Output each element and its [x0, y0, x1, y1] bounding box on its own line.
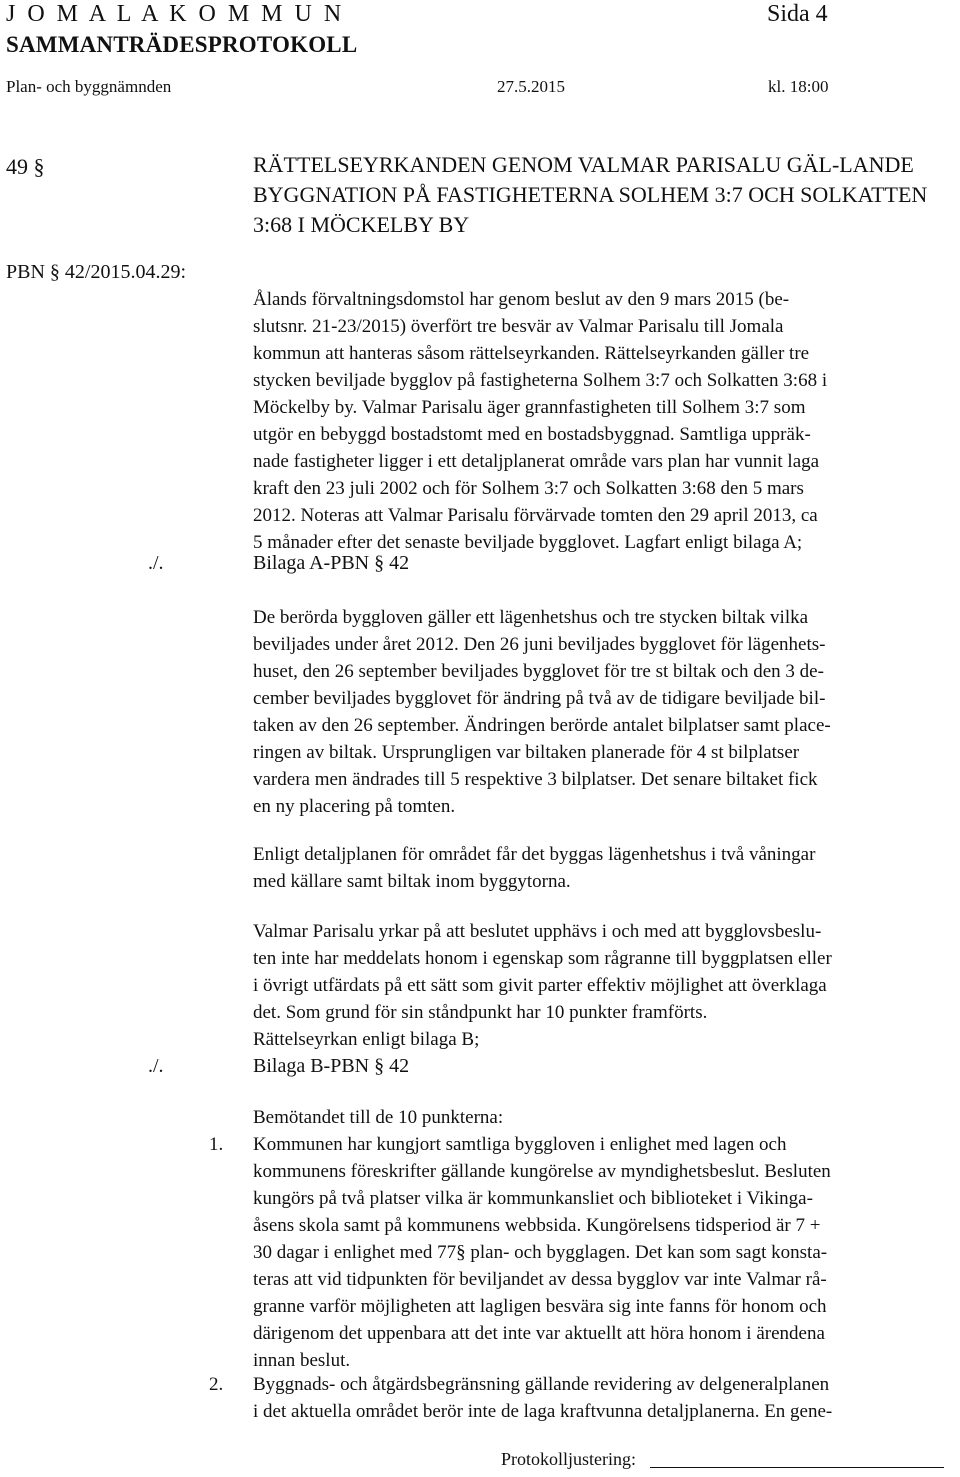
- text-line: Rättelseyrkan enligt bilaga B;: [253, 1029, 480, 1050]
- text-line: kommun att hanteras såsom rättelseyrkanden. Rättelseyrkanden gäller tre: [253, 343, 810, 364]
- committee-name: Plan- och byggnämnden: [6, 77, 172, 96]
- text-line: cember beviljades bygglovet för ändring på två av de tidigare beviljade bil-: [253, 688, 826, 709]
- text-line: i det aktuella området berör inte de laga kraftvunna detaljplanerna. En gene-: [253, 1401, 833, 1422]
- text-line: teras att vid tidpunkten för beviljandet av dessa bygglov var inte Valmar rå-: [253, 1269, 827, 1290]
- text-line: granne varför möjligheten att lagligen besvära sig inte fanns för honom och: [253, 1296, 827, 1317]
- text-line: nade fastigheter ligger i ett detaljplanerat område vars plan har vunnit laga: [253, 451, 820, 472]
- attachment-a-label: Bilaga A-PBN § 42: [253, 552, 410, 574]
- paragraph-5: [253, 1104, 958, 1131]
- meeting-time: kl. 18:00: [768, 77, 829, 96]
- list-number: 1.: [209, 1134, 224, 1155]
- text-line: taken av den 26 september. Ändringen berörde antalet bilplatser samt place-: [253, 715, 831, 736]
- list-item: [253, 1131, 958, 1374]
- text-line: 30 dagar i enlighet med 77§ plan- och bygglagen. Det kan som sagt konsta-: [253, 1242, 828, 1263]
- attachment-b-label: Bilaga B-PBN § 42: [253, 1055, 410, 1077]
- section-number: 49 §: [6, 154, 45, 179]
- text-line: en ny placering på tomten.: [253, 796, 456, 817]
- municipality-name: J O M A L A K O M M U N: [6, 1, 345, 27]
- text-line: 2012. Noteras att Valmar Parisalu förvärvade tomten den 29 april 2013, ca: [253, 505, 818, 526]
- text-line: Bemötandet till de 10 punkterna:: [253, 1107, 504, 1128]
- paragraph-3: [253, 841, 958, 895]
- text-line: Ålands förvaltningsdomstol har genom beslut av den 9 mars 2015 (be-: [253, 289, 790, 310]
- text-line: med källare samt biltak inom byggytorna.: [253, 871, 571, 892]
- signature-line: [650, 1467, 944, 1468]
- text-line: Valmar Parisalu yrkar på att beslutet upphävs i och med att bygglovsbeslu-: [253, 921, 822, 942]
- text-line: kommunens föreskrifter gällande kungörelse av myndighetsbeslut. Besluten: [253, 1161, 831, 1182]
- text-line: kraft den 23 juli 2002 och för Solhem 3:7 och Solkatten 3:68 den 5 mars: [253, 478, 804, 499]
- text-line: beviljades under året 2012. Den 26 juni beviljades bygglovet för lägenhets-: [253, 634, 826, 655]
- text-line: De berörda byggloven gäller ett lägenhetshus och tre stycken biltak vilka: [253, 607, 809, 628]
- text-line: Möckelby by. Valmar Parisalu äger grannfastigheten till Solhem 3:7 som: [253, 397, 806, 418]
- text-line: utgör en bebyggd bostadstomt med en bostadsbyggnad. Samtliga uppräk-: [253, 424, 811, 445]
- text-line: slutsnr. 21-23/2015) överfört tre besvär av Valmar Parisalu till Jomala: [253, 316, 784, 337]
- list-number: 2.: [209, 1374, 224, 1395]
- text-line: i övrigt utfärdats på ett sätt som givit parter effektiv möjlighet att överklaga: [253, 975, 827, 996]
- text-line: ten inte har meddelats honom i egenskap som rågranne till byggplatsen eller: [253, 948, 832, 969]
- text-line: stycken beviljade bygglov på fastigheterna Solhem 3:7 och Solkatten 3:68 i: [253, 370, 828, 391]
- text-line: innan beslut.: [253, 1350, 351, 1371]
- text-line: vardera men ändrades till 5 respektive 3 bilplatser. Det senare biltaket fick: [253, 769, 818, 790]
- text-line: Kommunen har kungjort samtliga byggloven i enlighet med lagen och: [253, 1134, 787, 1155]
- text-line: därigenom det uppenbara att det inte var aktuellt att höra honom i ärendena: [253, 1323, 825, 1344]
- list-item: [253, 1371, 958, 1425]
- page-number: Sida 4: [767, 1, 828, 27]
- text-line: ringen av biltak. Ursprungligen var biltaken planerade för 4 st bilplatser: [253, 742, 800, 763]
- meeting-date: 27.5.2015: [497, 77, 565, 96]
- text-line: det. Som grund för sin ståndpunkt har 10 punkter framförts.: [253, 1002, 708, 1023]
- section-title: RÄTTELSEYRKANDEN GENOM VALMAR PARISALU GÄL-LANDE BYGGNATION PÅ FASTIGHETERNA SOLHEM 3:7 OCH SOLKATTEN 3:68 I MÖCKELBY BY: [253, 152, 928, 237]
- text-line: 5 månader efter det senaste beviljade bygglovet. Lagfart enligt bilaga A;: [253, 532, 803, 553]
- text-line: åsens skola samt på kommunens webbsida. Kungörelsens tidsperiod är 7 +: [253, 1215, 821, 1236]
- text-line: Byggnads- och åtgärdsbegränsning gällande revidering av delgeneralplanen: [253, 1374, 830, 1395]
- section-reference: PBN § 42/2015.04.29:: [6, 261, 187, 283]
- paragraph-4: [253, 918, 958, 1053]
- attachment-b-mark: ./.: [148, 1055, 164, 1077]
- text-line: huset, den 26 september beviljades bygglovet för tre st biltak och den 3 de-: [253, 661, 824, 682]
- protocol-title: SAMMANTRÄDESPROTOKOLL: [6, 32, 358, 57]
- protocol-adjustment-label: Protokolljustering:: [501, 1449, 636, 1469]
- attachment-a-mark: ./.: [148, 552, 164, 574]
- paragraph-1: [253, 286, 958, 556]
- paragraph-2: [253, 604, 958, 820]
- text-line: Enligt detaljplanen för området får det byggas lägenhetshus i två våningar: [253, 844, 816, 865]
- text-line: kungörs på två platser vilka är kommunkansliet och biblioteket i Vikinga-: [253, 1188, 813, 1209]
